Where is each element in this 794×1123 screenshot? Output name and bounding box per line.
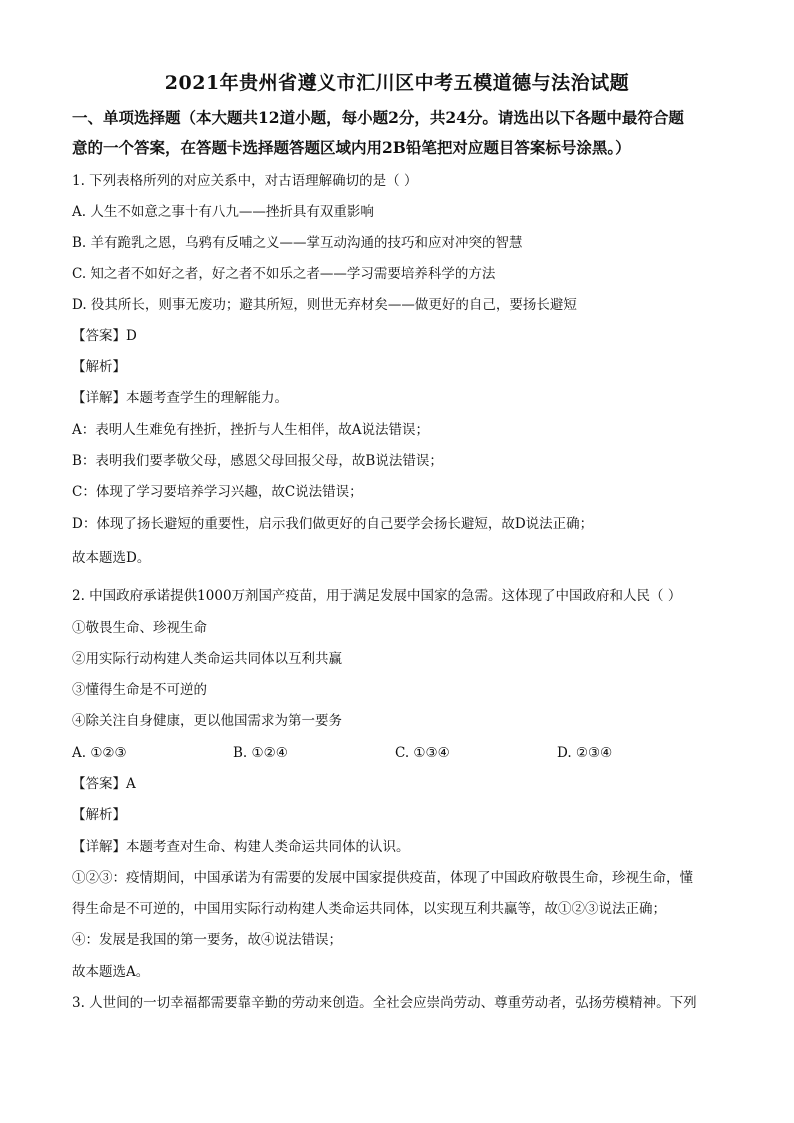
question-2-analysis-label: 【解析】 bbox=[72, 807, 126, 823]
question-2-statement-2: ②用实际行动构建人类命运共同体以互利共赢 bbox=[72, 651, 342, 667]
question-2-statement-4: ④除关注自身健康，更以他国需求为第一要务 bbox=[72, 713, 342, 729]
question-1-option-d: D. 役其所长，则事无废功；避其所短，则世无弃材矣——做更好的自己，要扬长避短 bbox=[72, 297, 577, 313]
question-2-explanation-2: ④：发展是我国的第一要务，故④说法错误； bbox=[72, 932, 342, 948]
question-1-stem: 1. 下列表格所列的对应关系中，对古语理解确切的是（ ） bbox=[72, 173, 418, 189]
section-heading-line-1: 一、单项选择题（本大题共12道小题，每小题2分，共24分。请选出以下各题中最符合题 bbox=[72, 108, 684, 127]
question-2-stem: 2. 中国政府承诺提供1000万剂国产疫苗，用于满足发展中国家的急需。这体现了中国政府和人民（ ） bbox=[72, 588, 682, 604]
section-heading-line-2: 意的一个答案，在答题卡选择题答题区域内用2B铅笔把对应题目答案标号涂黑。） bbox=[72, 138, 631, 157]
question-1-option-a: A. 人生不如意之事十有八九——挫折具有双重影响 bbox=[72, 204, 374, 220]
question-2-conclusion: 故本题选A。 bbox=[72, 964, 150, 980]
question-2-explanation-1a: ①②③：疫情期间，中国承诺为有需要的发展中国家提供疫苗，体现了中国政府敬畏生命，珍视生命，懂 bbox=[72, 870, 693, 886]
question-1-detail: 【详解】本题考查学生的理解能力。 bbox=[72, 390, 288, 406]
question-1-option-b: B. 羊有跪乳之恩，乌鸦有反哺之义——掌互动沟通的技巧和应对冲突的智慧 bbox=[72, 235, 523, 251]
question-1-answer: 【答案】D bbox=[72, 328, 137, 344]
page-title: 2021年贵州省遵义市汇川区中考五模道德与法治试题 bbox=[164, 72, 630, 94]
question-3-stem: 3. 人世间的一切幸福都需要靠辛勤的劳动来创造。全社会应崇尚劳动、尊重劳动者，弘扬劳模精神。下列 bbox=[72, 995, 697, 1011]
question-2-explanation-1b: 得生命是不可逆的，中国用实际行动构建人类命运共同体，以实现互利共赢等，故①②③说法正确； bbox=[72, 901, 666, 917]
question-2-option-d: D. ②③④ bbox=[557, 745, 613, 761]
question-2-option-c: C. ①③④ bbox=[395, 745, 450, 761]
question-2-answer: 【答案】A bbox=[72, 776, 136, 792]
question-2-option-b: B. ①②④ bbox=[233, 745, 288, 761]
question-1-explanation-b: B：表明我们要孝敬父母，感恩父母回报父母，故B说法错误； bbox=[72, 453, 443, 469]
question-1-option-c: C. 知之者不如好之者，好之者不如乐之者——学习需要培养科学的方法 bbox=[72, 266, 496, 282]
question-2-statement-1: ①敬畏生命、珍视生命 bbox=[72, 620, 207, 636]
question-1-explanation-a: A：表明人生难免有挫折，挫折与人生相伴，故A说法错误； bbox=[72, 422, 429, 438]
question-2-detail: 【详解】本题考查对生命、构建人类命运共同体的认识。 bbox=[72, 839, 410, 855]
question-2-statement-3: ③懂得生命是不可逆的 bbox=[72, 682, 207, 698]
question-2-option-a: A. ①②③ bbox=[72, 745, 127, 761]
question-1-analysis-label: 【解析】 bbox=[72, 359, 126, 375]
question-1-explanation-c: C：体现了学习要培养学习兴趣，故C说法错误； bbox=[72, 484, 363, 500]
question-1-explanation-d: D：体现了扬长避短的重要性，启示我们做更好的自己要学会扬长避短，故D说法正确； bbox=[72, 516, 594, 532]
question-1-conclusion: 故本题选D。 bbox=[72, 550, 151, 566]
